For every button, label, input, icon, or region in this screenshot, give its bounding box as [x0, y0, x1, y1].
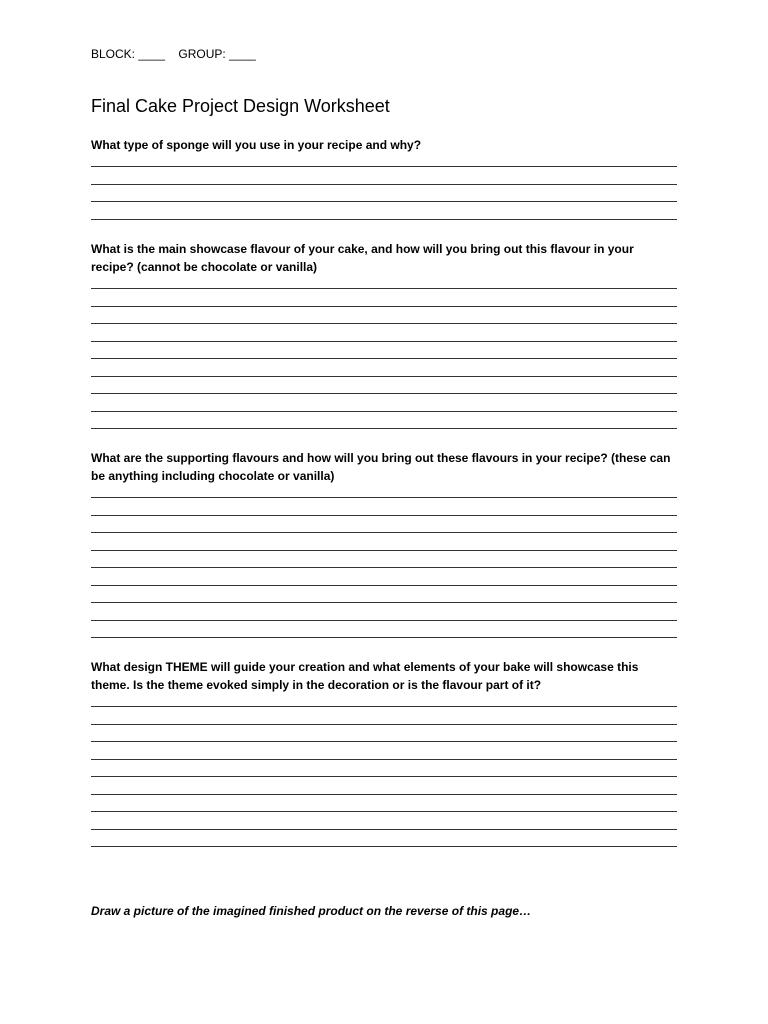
question-section-design-theme	[91, 658, 677, 847]
answer-line[interactable]	[91, 276, 677, 289]
question-text: What is the main showcase flavour of your cake, and how will you bring out this flavour in your recipe? (cannot be chocolate or vanilla)	[91, 242, 634, 274]
answer-line[interactable]	[91, 586, 677, 604]
footer-instruction: Draw a picture of the imagined finished product on the reverse of this page…	[91, 904, 532, 918]
question-section-sponge	[91, 136, 677, 220]
question-text: What are the supporting flavours and how will you bring out these flavours in your recipe? (these can be anything including chocolate or vanilla)	[91, 451, 671, 483]
answer-line[interactable]	[91, 342, 677, 360]
answer-line[interactable]	[91, 742, 677, 760]
answer-line[interactable]	[91, 289, 677, 307]
block-blank[interactable]: ____	[138, 47, 166, 61]
answer-line[interactable]	[91, 394, 677, 412]
answer-line[interactable]	[91, 359, 677, 377]
answer-line[interactable]	[91, 498, 677, 516]
answer-line[interactable]	[91, 202, 677, 220]
answer-line[interactable]	[91, 777, 677, 795]
answer-line[interactable]	[91, 516, 677, 534]
group-label: GROUP:	[178, 47, 226, 61]
answer-lines[interactable]	[91, 694, 677, 847]
question-section-supporting-flavours	[91, 449, 677, 638]
answer-line[interactable]	[91, 760, 677, 778]
answer-line[interactable]	[91, 185, 677, 203]
block-group-header	[91, 46, 256, 62]
answer-lines[interactable]	[91, 485, 677, 638]
answer-line[interactable]	[91, 533, 677, 551]
answer-line[interactable]	[91, 154, 677, 167]
answer-line[interactable]	[91, 307, 677, 325]
answer-line[interactable]	[91, 830, 677, 848]
block-label: BLOCK:	[91, 47, 136, 61]
answer-line[interactable]	[91, 707, 677, 725]
answer-line[interactable]	[91, 568, 677, 586]
answer-line[interactable]	[91, 694, 677, 707]
question-text: What type of sponge will you use in your recipe and why?	[91, 138, 422, 152]
answer-line[interactable]	[91, 725, 677, 743]
answer-line[interactable]	[91, 324, 677, 342]
answer-line[interactable]	[91, 812, 677, 830]
answer-line[interactable]	[91, 551, 677, 569]
answer-line[interactable]	[91, 621, 677, 639]
answer-line[interactable]	[91, 485, 677, 498]
answer-lines[interactable]	[91, 276, 677, 429]
answer-lines[interactable]	[91, 154, 677, 220]
answer-line[interactable]	[91, 377, 677, 395]
answer-line[interactable]	[91, 603, 677, 621]
question-text: What design THEME will guide your creation and what elements of your bake will showcase this theme. Is the theme evoked simply in the decoration or is the flavour part of it?	[91, 660, 639, 692]
question-section-main-flavour	[91, 240, 677, 429]
page-title: Final Cake Project Design Worksheet	[91, 96, 390, 116]
group-blank[interactable]: ____	[229, 47, 256, 61]
answer-line[interactable]	[91, 167, 677, 185]
answer-line[interactable]	[91, 412, 677, 430]
answer-line[interactable]	[91, 795, 677, 813]
